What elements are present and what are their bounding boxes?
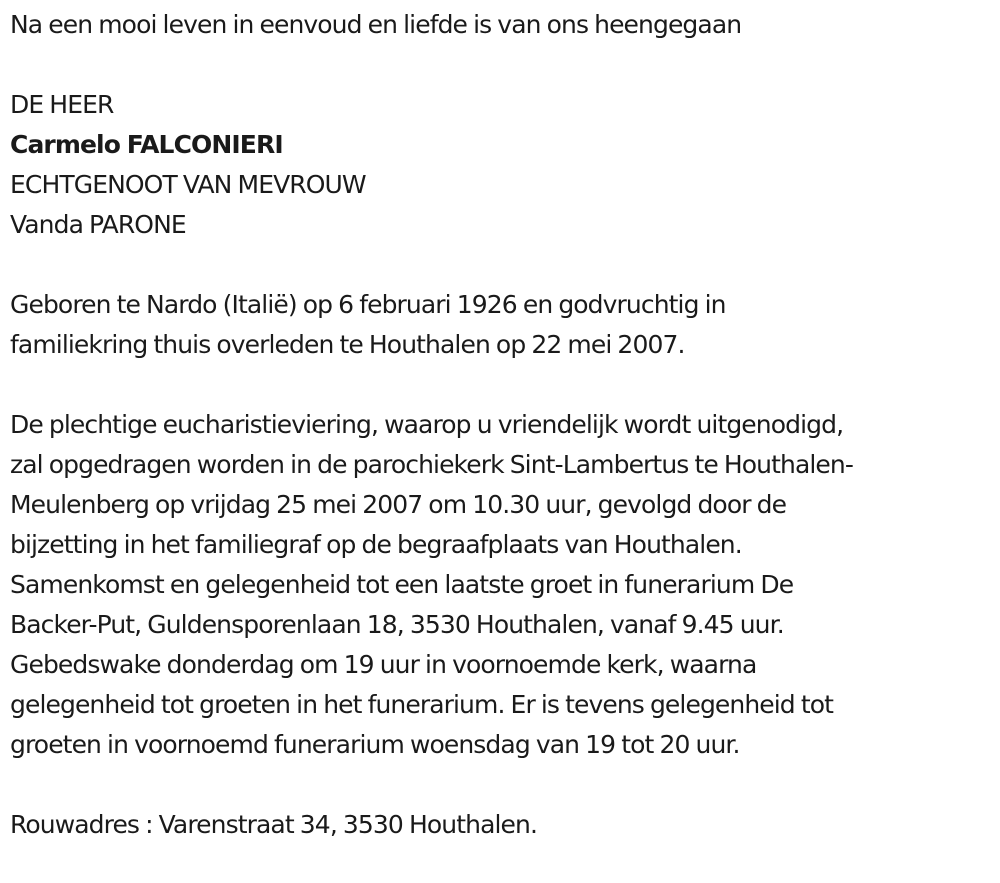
paragraph-line: Backer-Put, Guldensporenlaan 18, 3530 Houthalen, vanaf 9.45 uur. — [10, 610, 784, 639]
spacer — [10, 245, 1000, 285]
spacer — [10, 365, 1000, 405]
paragraph-line: Gebedswake donderdag om 19 uur in voornoemde kerk, waarna — [10, 650, 757, 679]
paragraph-line: Meulenberg op vrijdag 25 mei 2007 om 10.30 uur, gevolgd door de — [10, 490, 787, 519]
deceased-name: Carmelo FALCONIERI — [10, 130, 283, 159]
spacer — [10, 45, 1000, 85]
paragraph-line: De plechtige eucharistieviering, waarop u vriendelijk wordt uitgenodigd, — [10, 410, 844, 439]
birth-death-paragraph — [10, 285, 1000, 365]
paragraph-line: Geboren te Nardo (Italië) op 6 februari 1926 en godvruchtig in — [10, 290, 726, 319]
paragraph-line: zal opgedragen worden in de parochiekerk Sint-Lambertus te Houthalen- — [10, 450, 853, 479]
paragraph-line: familiekring thuis overleden te Houthalen op 22 mei 2007. — [10, 330, 685, 359]
paragraph-line: bijzetting in het familiegraf op de begraafplaats van Houthalen. — [10, 530, 742, 559]
paragraph-line: gelegenheid tot groeten in het funerarium. Er is tevens gelegenheid tot — [10, 690, 834, 719]
paragraph-line: Samenkomst en gelegenheid tot een laatste groet in funerarium De — [10, 570, 794, 599]
spacer — [10, 765, 1000, 805]
spouse-label: ECHTGENOOT VAN MEVROUW — [10, 170, 366, 199]
deceased-title: DE HEER — [10, 90, 114, 119]
intro-text: Na een mooi leven in eenvoud en liefde is van ons heengegaan — [10, 10, 742, 39]
ceremony-paragraph — [10, 405, 1000, 765]
mourning-address: Rouwadres : Varenstraat 34, 3530 Houthalen. — [10, 810, 538, 839]
paragraph-line: groeten in voornoemd funerarium woensdag van 19 tot 20 uur. — [10, 730, 740, 759]
spouse-name: Vanda PARONE — [10, 210, 186, 239]
